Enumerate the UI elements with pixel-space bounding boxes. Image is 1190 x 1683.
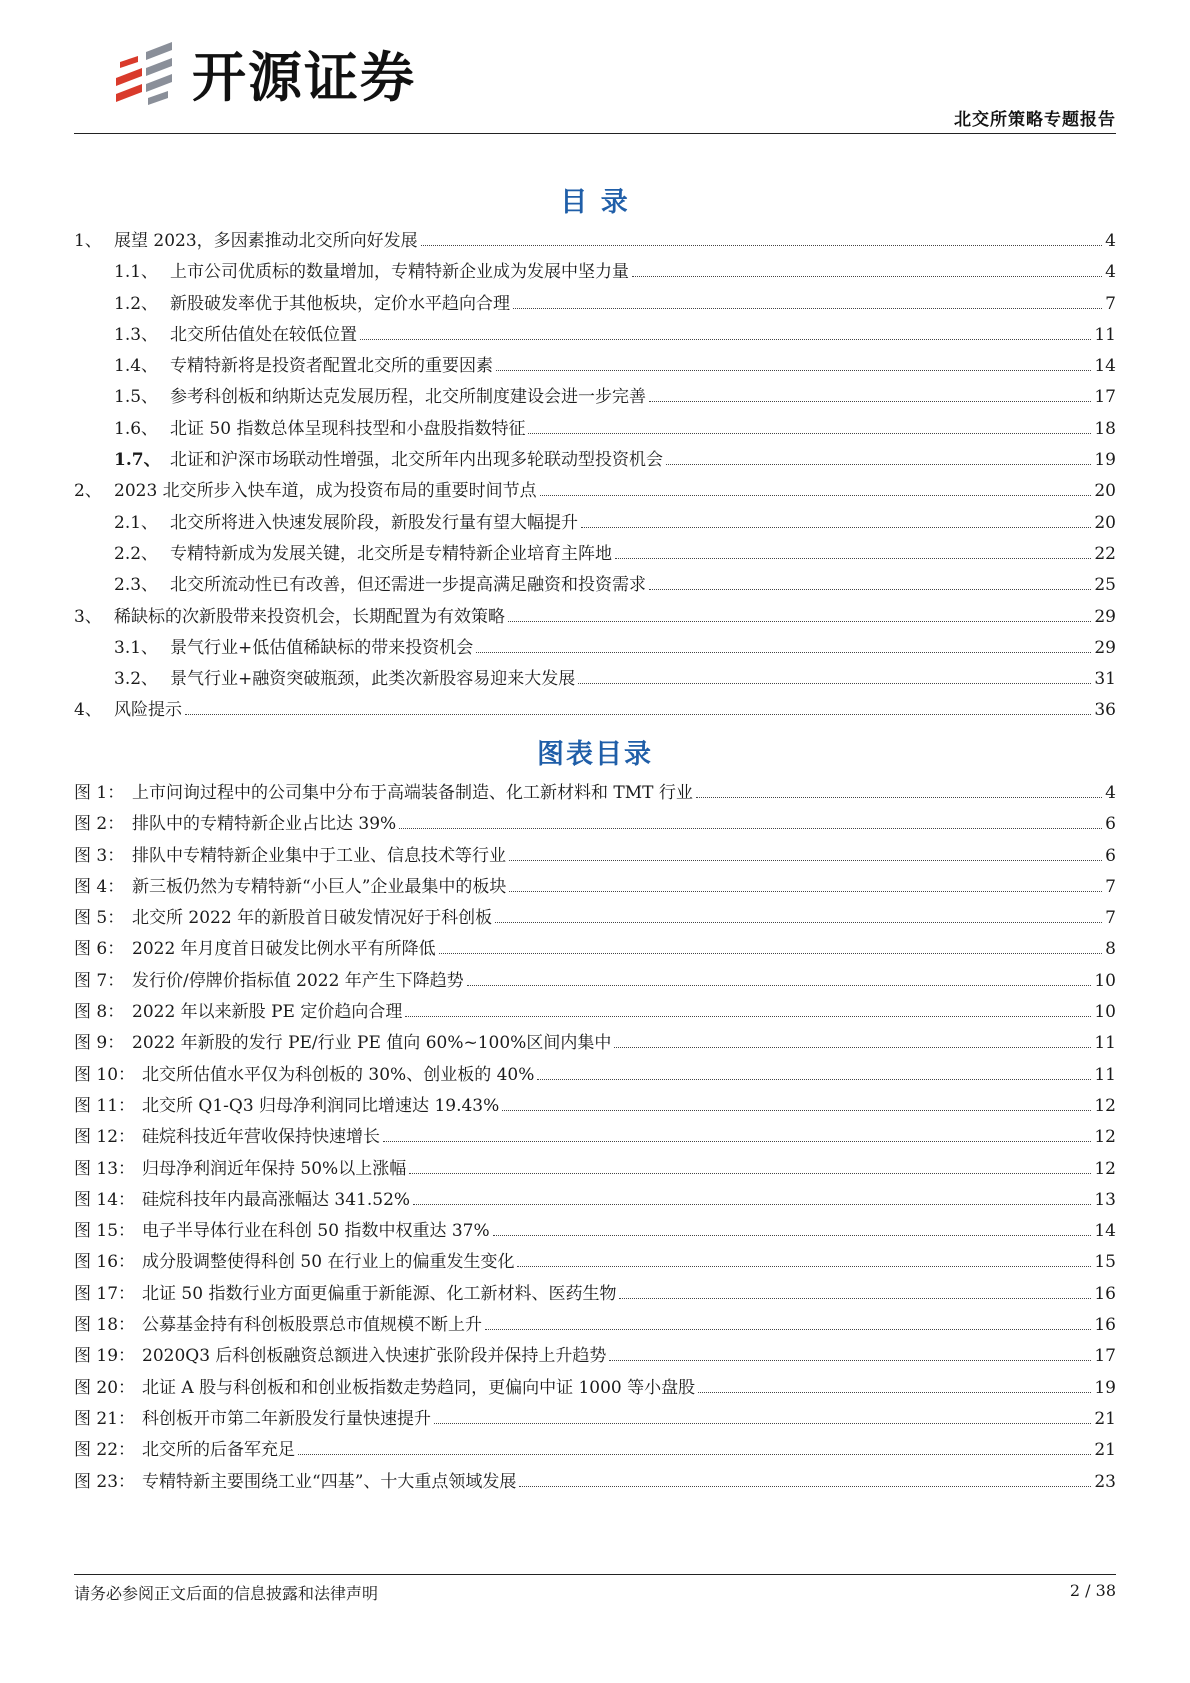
entry-title: 电子半导体行业在科创 50 指数中权重达 37% [142,1221,490,1242]
entry-title: 景气行业+低估值稀缺标的带来投资机会 [170,637,474,658]
dot-leader [519,1485,1091,1487]
figure-entry[interactable] [74,1435,1116,1466]
entry-page-number: 36 [1094,700,1116,721]
entry-number: 2.2、 [114,543,159,564]
entry-number: 图 22： [74,1440,136,1461]
entry-page-number: 29 [1094,606,1116,627]
toc-entry[interactable] [74,289,1116,320]
dot-leader [485,1328,1091,1330]
entry-title: 北证和沪深市场联动性增强，北交所年内出现多轮联动型投资机会 [170,450,663,471]
figure-entry[interactable] [74,1185,1116,1216]
entry-page-number: 4 [1105,231,1116,251]
entry-page-number: 7 [1105,293,1116,314]
toc-entry[interactable] [74,414,1116,445]
toc-entry[interactable] [74,445,1116,476]
toc-entry[interactable] [74,602,1116,633]
entry-title: 硅烷科技年内最高涨幅达 341.52% [142,1189,411,1210]
entry-number: 1.2、 [114,293,159,314]
entry-page-number: 18 [1094,418,1116,439]
figure-entry[interactable] [74,1216,1116,1247]
entry-title: 2022 年以来新股 PE 定价趋向合理 [132,1002,403,1023]
entry-number: 图 17： [74,1283,136,1304]
toc-title: 目 录 [560,187,630,218]
entry-number: 1、 [74,231,102,251]
entry-page-number: 17 [1094,1346,1116,1367]
entry-page-number: 19 [1094,450,1116,471]
toc-entry[interactable] [74,382,1116,413]
header-divider [74,133,1116,134]
entry-number: 图 2： [74,814,125,835]
entry-number: 图 23： [74,1471,136,1492]
dot-leader [421,244,1103,246]
entry-number: 2.3、 [114,575,159,596]
dot-leader [467,984,1092,986]
dot-leader [185,713,1091,715]
entry-title: 北交所的后备军充足 [142,1440,295,1461]
dot-leader [615,557,1091,559]
entry-number: 2.1、 [114,512,159,533]
toc-entry[interactable] [74,351,1116,382]
entry-number: 1.7、 [114,450,161,471]
entry-title: 2023 北交所步入快车道，成为投资布局的重要时间节点 [114,481,537,502]
figure-entry[interactable] [74,872,1116,903]
entry-title: 展望 2023，多因素推动北交所向好发展 [114,231,418,251]
logo-text: 开源证券 [192,46,416,109]
dot-leader [502,1109,1091,1111]
entry-number: 3.1、 [114,637,159,658]
toc-entry[interactable] [74,476,1116,507]
entry-title: 北交所估值处在较低位置 [170,324,357,345]
entry-number: 4、 [74,700,102,721]
page-indicator: 2 / 38 [1069,1581,1116,1600]
entry-page-number: 19 [1094,1377,1116,1398]
dot-leader [298,1453,1091,1455]
figure-entry[interactable] [74,841,1116,872]
entry-page-number: 10 [1094,970,1116,991]
entry-title: 北交所估值水平仅为科创板的 30%、创业板的 40% [142,1064,535,1085]
dot-leader [537,1078,1091,1080]
toc-entry[interactable] [74,257,1116,288]
entry-title: 北交所将进入快速发展阶段，新股发行量有望大幅提升 [170,512,578,533]
entry-title: 2020Q3 后科创板融资总额进入快速扩张阶段并保持上升趋势 [142,1346,607,1367]
entry-page-number: 8 [1105,939,1116,960]
entry-page-number: 12 [1094,1158,1116,1179]
entry-page-number: 23 [1094,1471,1116,1492]
entry-page-number: 17 [1094,387,1116,408]
entry-title: 上市公司优质标的数量增加，专精特新企业成为发展中坚力量 [170,262,629,283]
figure-entry[interactable] [74,778,1116,809]
entry-page-number: 16 [1094,1315,1116,1336]
dot-leader [413,1203,1091,1205]
dot-leader [495,921,1102,923]
entry-title: 成分股调整使得科创 50 在行业上的偏重发生变化 [142,1252,515,1273]
figure-list-title: 图表目录 [537,739,653,770]
entry-title: 科创板开市第二年新股发行量快速提升 [142,1408,431,1429]
entry-number: 图 16： [74,1252,136,1273]
entry-number: 图 19： [74,1346,136,1367]
figure-entry[interactable] [74,1028,1116,1059]
entry-title: 北证 50 指数行业方面更偏重于新能源、化工新材料、医药生物 [142,1283,617,1304]
dot-leader [581,526,1091,528]
entry-page-number: 14 [1094,356,1116,377]
entry-title: 北交所 2022 年的新股首日破发情况好于科创板 [132,908,493,929]
entry-page-number: 31 [1094,669,1116,690]
page-footer [74,1581,1116,1604]
entry-number: 2、 [74,481,102,502]
entry-page-number: 10 [1094,1002,1116,1023]
entry-number: 图 20： [74,1377,136,1398]
entry-number: 图 6： [74,939,125,960]
entry-number: 图 14： [74,1189,136,1210]
dot-leader [517,1265,1091,1267]
entry-title: 公募基金持有科创板股票总市值规模不断上升 [142,1315,482,1336]
entry-page-number: 21 [1094,1408,1116,1429]
entry-number: 图 1： [74,783,125,803]
figure-entry[interactable] [74,809,1116,840]
entry-number: 1.5、 [114,387,159,408]
entry-number: 图 4： [74,876,125,897]
entry-page-number: 20 [1094,481,1116,502]
dot-leader [383,1140,1091,1142]
figure-entry[interactable] [74,1091,1116,1122]
dot-leader [508,620,1091,622]
figure-entry[interactable] [74,1404,1116,1435]
dot-leader [528,432,1091,434]
entry-number: 图 11： [74,1095,136,1116]
company-logo [98,38,416,118]
toc-entry[interactable] [74,226,1116,257]
entry-page-number: 29 [1094,637,1116,658]
entry-page-number: 16 [1094,1283,1116,1304]
entry-title: 排队中的专精特新企业占比达 39% [132,814,397,835]
entry-number: 图 12： [74,1127,136,1148]
dot-leader [609,1359,1091,1361]
entry-title: 发行价/停牌价指标值 2022 年产生下降趋势 [132,970,464,991]
entry-number: 图 10： [74,1064,136,1085]
dot-leader [399,827,1102,829]
dot-leader [540,494,1092,496]
disclaimer-text: 请务必参阅正文后面的信息披露和法律声明 [74,1584,379,1603]
entry-title: 北证 50 指数总体呈现科技型和小盘股指数特征 [170,418,526,439]
toc-entry[interactable] [74,539,1116,570]
dot-leader [434,1422,1091,1424]
figure-entry[interactable] [74,1279,1116,1310]
entry-page-number: 13 [1094,1189,1116,1210]
toc-entry[interactable] [74,320,1116,351]
entry-page-number: 25 [1094,575,1116,596]
entry-title: 上市问询过程中的公司集中分布于高端装备制造、化工新材料和 TMT 行业 [132,783,693,803]
entry-number: 图 15： [74,1221,136,1242]
dot-leader [439,952,1103,954]
figure-entry[interactable] [74,1467,1116,1498]
dot-leader [409,1172,1091,1174]
entry-page-number: 12 [1094,1095,1116,1116]
entry-number: 图 5： [74,908,125,929]
entry-number: 1.6、 [114,418,159,439]
entry-number: 1.4、 [114,356,159,377]
entry-page-number: 12 [1094,1127,1116,1148]
entry-title: 风险提示 [114,700,182,721]
entry-page-number: 20 [1094,512,1116,533]
entry-title: 新股破发率优于其他板块，定价水平趋向合理 [170,293,510,314]
entry-number: 图 3： [74,845,125,866]
entry-number: 1.3、 [114,324,159,345]
dot-leader [513,307,1102,309]
dot-leader [578,682,1091,684]
toc-entry[interactable] [74,664,1116,695]
figure-entry[interactable] [74,1247,1116,1278]
dot-leader [360,338,1091,340]
page-header [74,30,1116,134]
figure-entry[interactable] [74,1341,1116,1372]
entry-page-number: 15 [1094,1252,1116,1273]
entry-page-number: 6 [1105,845,1116,866]
entry-page-number: 11 [1094,1064,1116,1085]
entry-page-number: 21 [1094,1440,1116,1461]
figure-entry[interactable] [74,1373,1116,1404]
entry-title: 北证 A 股与科创板和和创业板指数走势趋同，更偏向中证 1000 等小盘股 [142,1377,696,1398]
dot-leader [493,1234,1092,1236]
dot-leader [614,1046,1091,1048]
figure-entry[interactable] [74,997,1116,1028]
entry-number: 图 21： [74,1408,136,1429]
dot-leader [698,1391,1091,1393]
figure-list [74,778,1116,1498]
entry-page-number: 11 [1094,1033,1116,1054]
toc-entry[interactable] [74,695,1116,726]
figure-entry[interactable] [74,1122,1116,1153]
logo-mark-icon [98,38,182,118]
toc-entry[interactable] [74,570,1116,601]
entry-number: 3.2、 [114,669,159,690]
dot-leader [476,651,1091,653]
entry-title: 景气行业+融资突破瓶颈，此类次新股容易迎来大发展 [170,669,576,690]
figure-entry[interactable] [74,1060,1116,1091]
figure-entry[interactable] [74,903,1116,934]
entry-page-number: 7 [1105,908,1116,929]
entry-page-number: 4 [1105,262,1116,283]
dot-leader [649,588,1091,590]
entry-page-number: 6 [1105,814,1116,835]
figure-entry[interactable] [74,1310,1116,1341]
dot-leader [619,1297,1091,1299]
dot-leader [666,463,1091,465]
dot-leader [405,1015,1091,1017]
entry-title: 硅烷科技近年营收保持快速增长 [142,1127,380,1148]
entry-title: 排队中专精特新企业集中于工业、信息技术等行业 [132,845,506,866]
figure-entry[interactable] [74,1154,1116,1185]
entry-title: 2022 年月度首日破发比例水平有所降低 [132,939,436,960]
entry-number: 1.1、 [114,262,159,283]
entry-title: 2022 年新股的发行 PE/行业 PE 值向 60%~100%区间内集中 [132,1033,612,1054]
dot-leader [632,275,1102,277]
entry-title: 专精特新成为发展关键，北交所是专精特新企业培育主阵地 [170,543,612,564]
entry-page-number: 14 [1094,1221,1116,1242]
figure-entry[interactable] [74,934,1116,965]
report-type-label: 北交所策略专题报告 [954,110,1116,130]
entry-page-number: 4 [1105,783,1116,803]
entry-title: 专精特新主要围绕工业“四基”、十大重点领域发展 [142,1471,517,1492]
dot-leader [496,369,1091,371]
table-of-contents [74,226,1116,727]
entry-number: 图 13： [74,1158,136,1179]
dot-leader [696,796,1102,798]
entry-title: 北交所 Q1-Q3 归母净利润同比增速达 19.43% [142,1095,500,1116]
dot-leader [649,400,1091,402]
entry-number: 图 7： [74,970,125,991]
toc-entry[interactable] [74,508,1116,539]
dot-leader [509,890,1102,892]
figure-entry[interactable] [74,966,1116,997]
toc-entry[interactable] [74,633,1116,664]
entry-page-number: 11 [1094,324,1116,345]
entry-title: 专精特新将是投资者配置北交所的重要因素 [170,356,493,377]
entry-page-number: 22 [1094,543,1116,564]
entry-number: 图 8： [74,1002,125,1023]
entry-title: 新三板仍然为专精特新“小巨人”企业最集中的板块 [132,876,507,897]
entry-title: 参考科创板和纳斯达克发展历程，北交所制度建设会进一步完善 [170,387,646,408]
entry-title: 稀缺标的次新股带来投资机会，长期配置为有效策略 [114,606,505,627]
entry-number: 图 18： [74,1315,136,1336]
entry-title: 北交所流动性已有改善，但还需进一步提高满足融资和投资需求 [170,575,646,596]
entry-page-number: 7 [1105,876,1116,897]
entry-number: 3、 [74,606,102,627]
dot-leader [509,859,1102,861]
entry-number: 图 9： [74,1033,125,1054]
entry-title: 归母净利润近年保持 50%以上涨幅 [142,1158,407,1179]
footer-divider [74,1574,1116,1575]
